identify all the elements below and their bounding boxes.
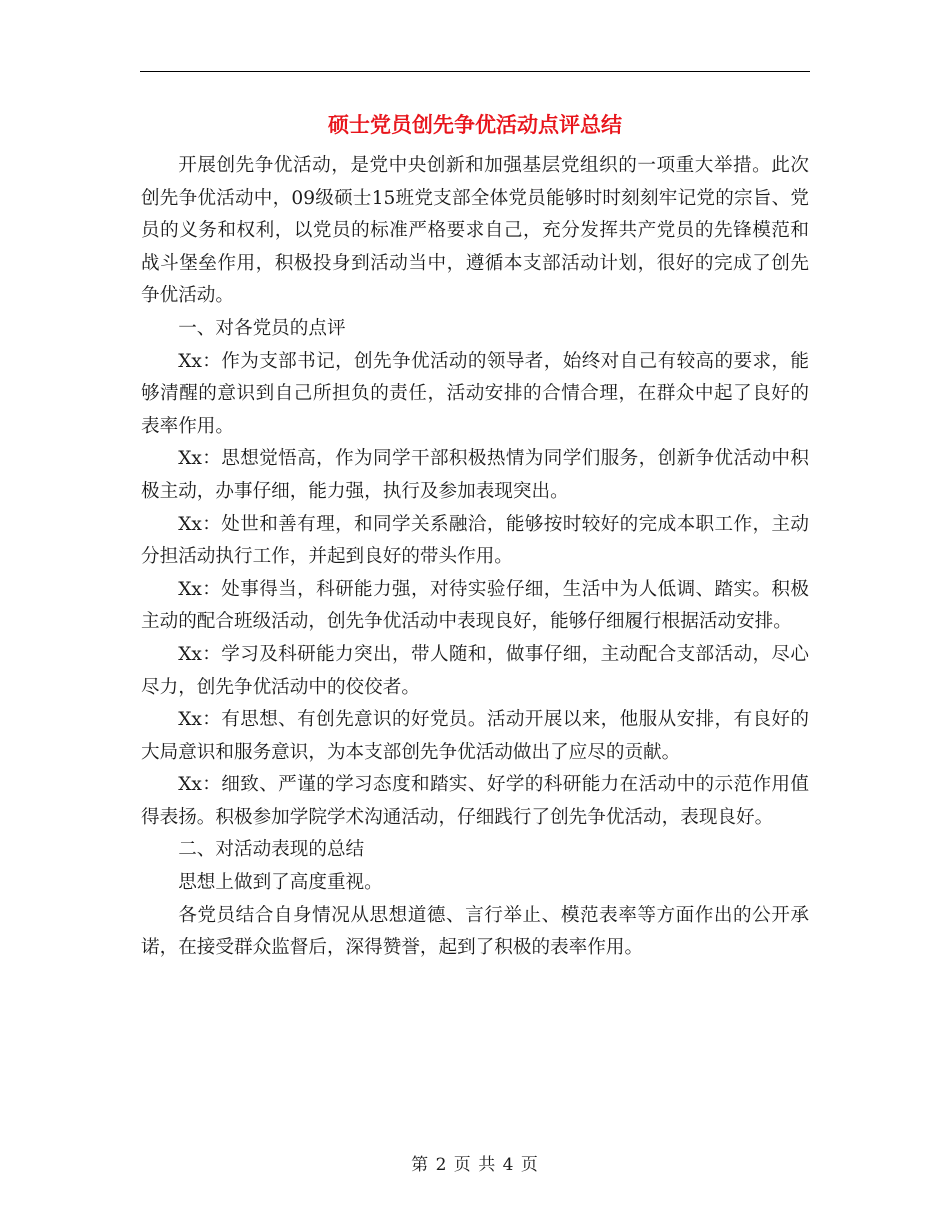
header-rule — [140, 71, 810, 72]
section-heading-activity-summary: 二、对活动表现的总结 — [178, 839, 365, 861]
paragraph-summary-point: 思想上做到了高度重视。 — [178, 872, 383, 894]
paragraph-intro: 开展创先争优活动，是党中央创新和加强基层党组织的一项重大举措。此次创先争优活动中，09级硕士15班党支部全体党员能够时时刻刻牢记党的宗旨、党员的义务和权利，以党员的标准严格要求自己，充分发挥共产党员的先锋模范和战斗堡垒作用，积极投身到活动当中，遵循本支部活动计划，很好的完成了创先争优活动。 — [141, 155, 809, 307]
paragraph-member-review: Xx：思想觉悟高，作为同学干部积极热情为同学们服务，创新争优活动中积极主动，办事仔细，能力强，执行及参加表现突出。 — [141, 448, 809, 502]
document-body — [141, 150, 809, 965]
paragraph-summary-detail: 各党员结合自身情况从思想道德、言行举止、模范表率等方面作出的公开承诺，在接受群众监督后，深得赞誉，起到了积极的表率作用。 — [141, 904, 809, 959]
paragraph-member-review: Xx：处世和善有理，和同学关系融洽，能够按时较好的完成本职工作，主动分担活动执行工作，并起到良好的带头作用。 — [141, 513, 809, 568]
document-title: 硕士党员创先争优活动点评总结 — [328, 112, 622, 137]
paragraph-member-review: Xx：处事得当，科研能力强，对待实验仔细，生活中为人低调、踏实。积极主动的配合班级活动，创先争优活动中表现良好，能够仔细履行根据活动安排。 — [141, 578, 809, 633]
paragraph-member-review: Xx：有思想、有创先意识的好党员。活动开展以来，他服从安排，有良好的大局意识和服务意识，为本支部创先争优活动做出了应尽的贡献。 — [141, 709, 809, 763]
paragraph-member-review: Xx：学习及科研能力突出，带人随和，做事仔细，主动配合支部活动，尽心尽力，创先争优活动中的佼佼者。 — [141, 643, 809, 698]
section-heading-member-reviews: 一、对各党员的点评 — [178, 317, 346, 339]
paragraph-member-review: Xx：细致、严谨的学习态度和踏实、好学的科研能力在活动中的示范作用值得表扬。积极参加学院学术沟通活动，仔细践行了创先争优活动，表现良好。 — [141, 774, 809, 828]
page-number: 第 2 页 共 4 页 — [411, 1155, 539, 1175]
paragraph-member-review: Xx：作为支部书记，创先争优活动的领导者，始终对自己有较高的要求，能够清醒的意识到自己所担负的责任，活动安排的合情合理，在群众中起了良好的表率作用。 — [141, 350, 809, 437]
